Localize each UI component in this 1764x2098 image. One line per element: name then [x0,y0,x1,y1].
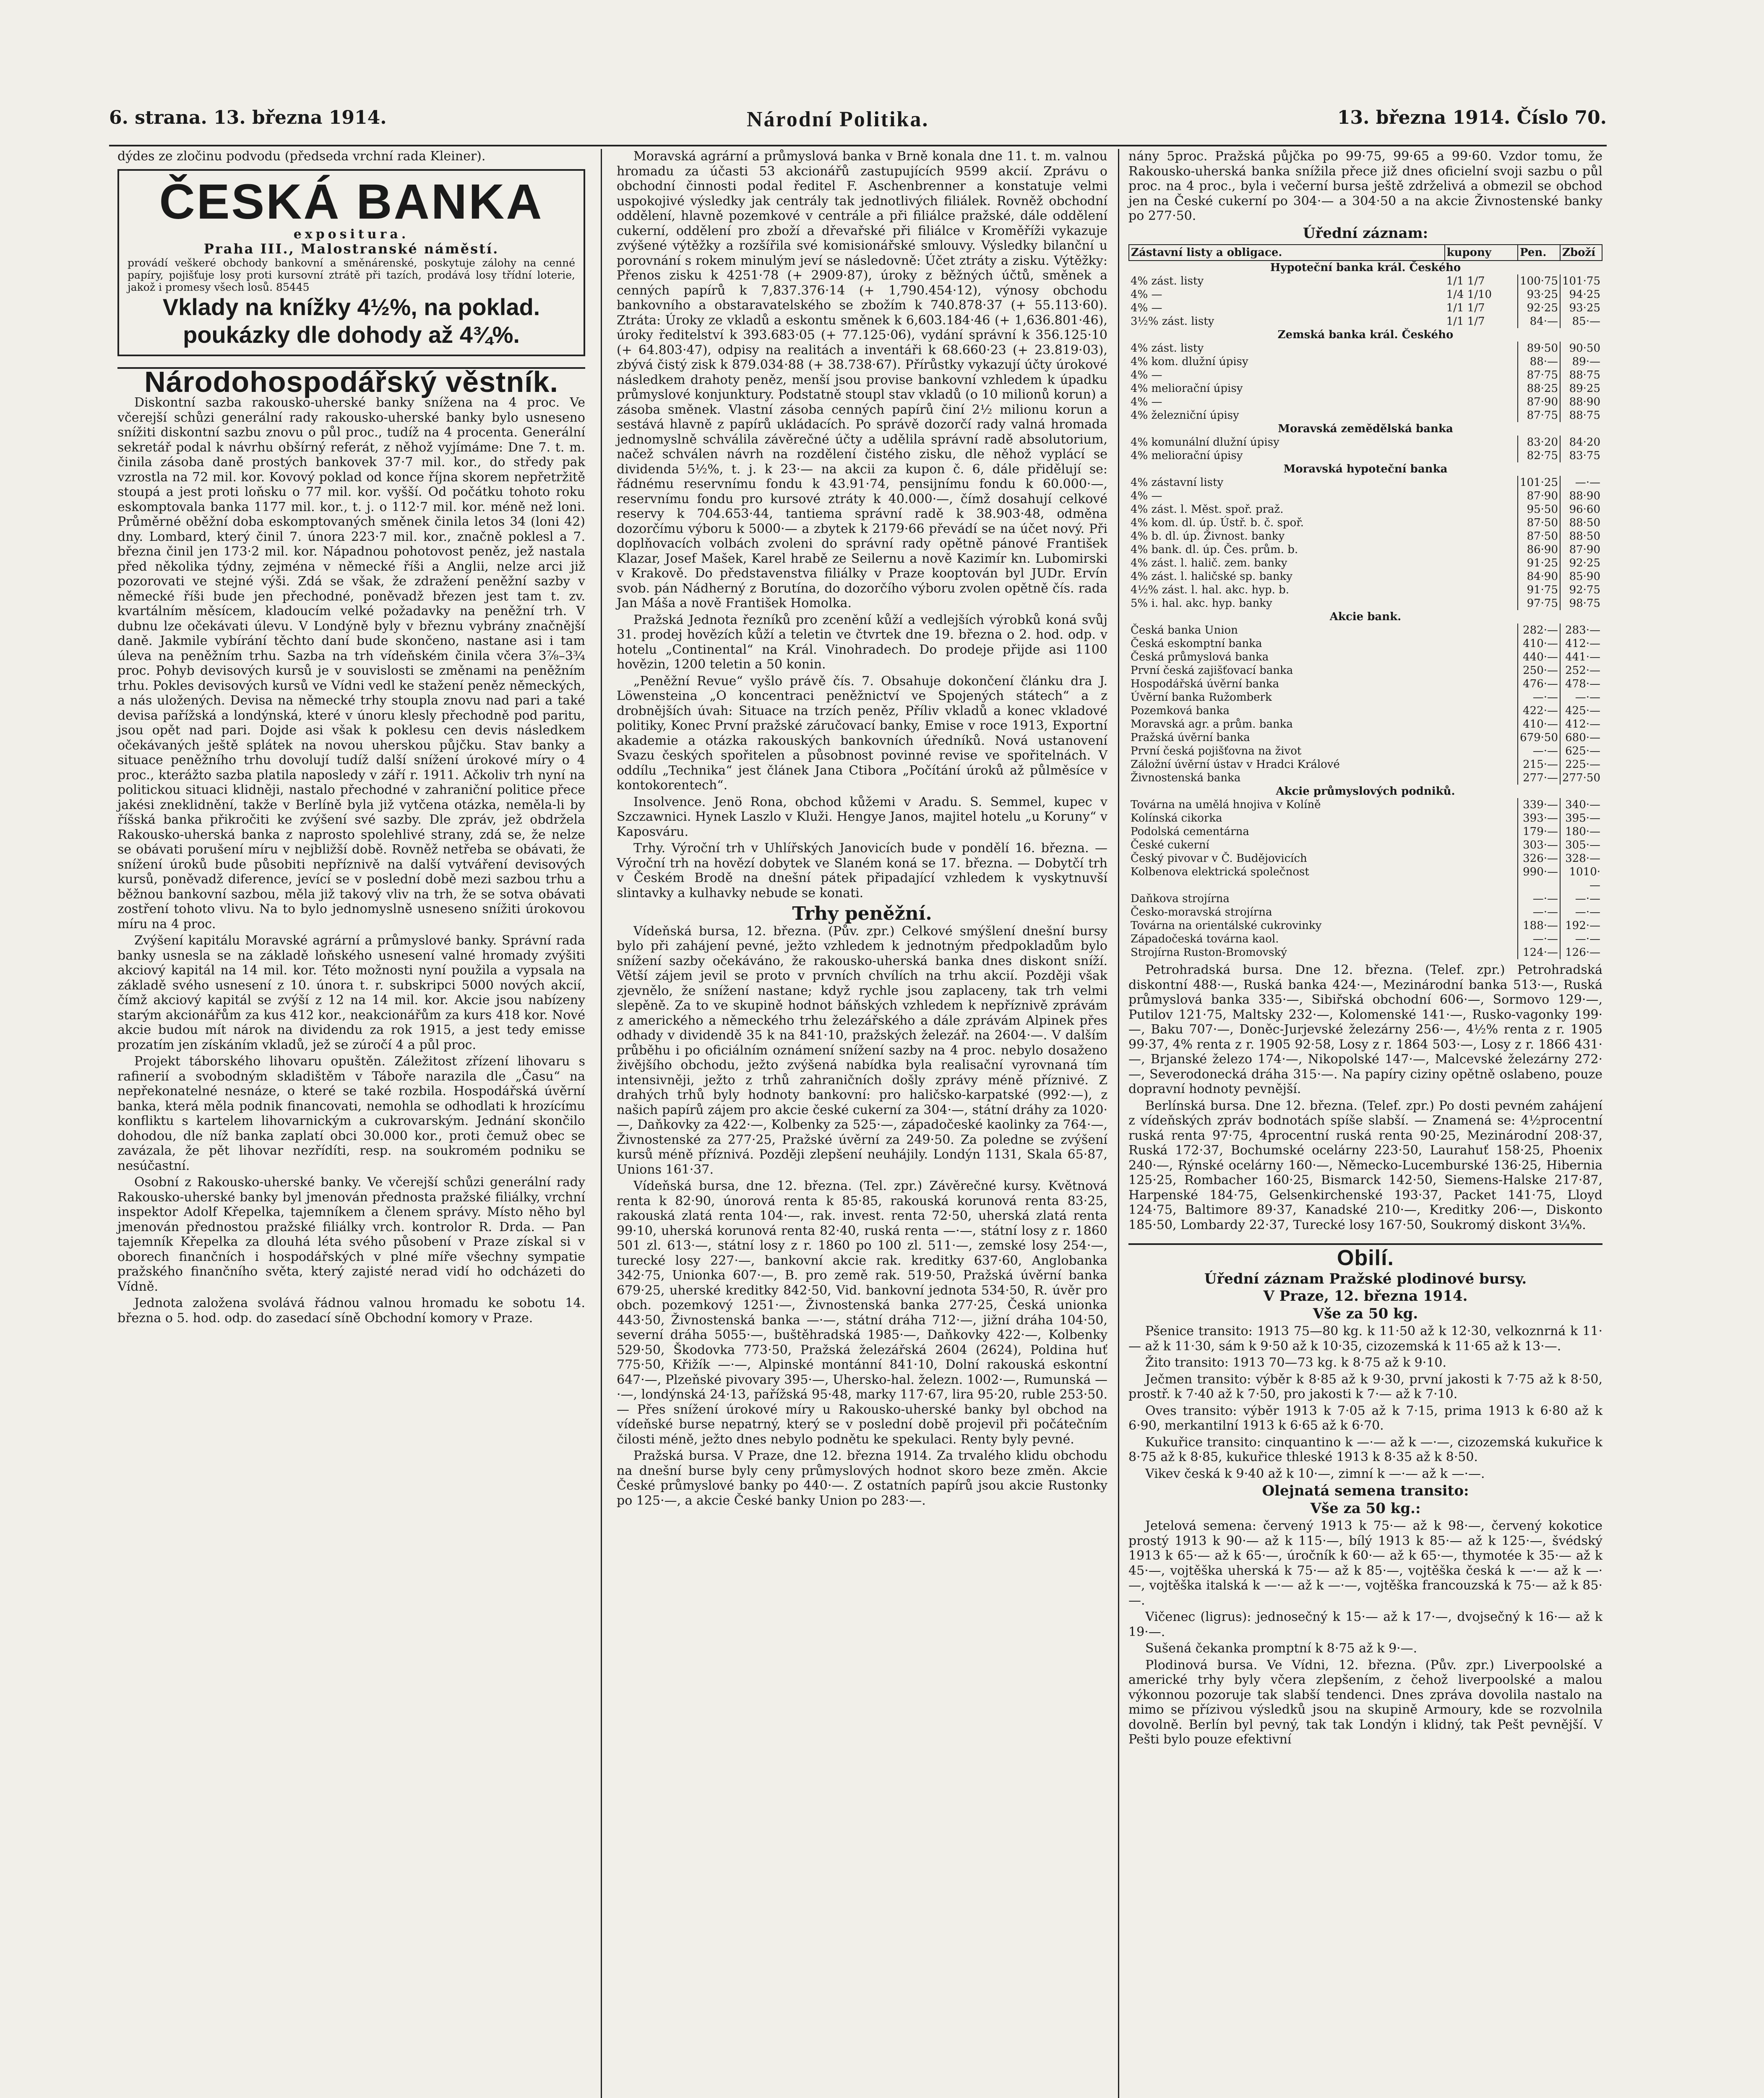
table-cell: 4% — [1131,490,1162,502]
table-cell: 625·— [1560,744,1602,758]
table-cell: 101·25 [1518,476,1560,489]
table-cell: Česko-moravská strojírna [1131,906,1272,919]
table-row [1129,583,1602,597]
table-cell: 89·25 [1560,382,1602,395]
table-cell: 124·— [1518,946,1560,959]
column-divider-2 [1118,149,1119,2098]
table-cell: Záložní úvěrní ústav v Hradci Králové [1131,758,1340,771]
article-insolvency: Insolvence. Jenö Rona, obchod kůžemi v Aradu. S. Semmel, kupec v Szczawnici. Hynek Laszlo v Kluži. Hengye Janos, majitel hotelu „u Koruny“ v Kaposváru. [617,794,1107,839]
table-cell: Česká banka Union [1131,624,1238,637]
table-cell [1445,543,1518,556]
table-cell: —·— [1518,905,1560,919]
table-cell: 4% komunální dlužní úpisy [1131,436,1279,449]
table-cell [1445,704,1518,718]
table-cell: 98·75 [1560,597,1602,610]
table-cell: 3½% zást. listy [1131,315,1214,328]
table-row [1129,261,1602,274]
table-cell: 95·50 [1518,503,1560,516]
table-cell: 83·20 [1518,436,1560,449]
table-cell: 180·— [1560,825,1602,838]
grain-heading: Obilí. [1128,1243,1602,1266]
article-discount-rate: Diskontní sazba rakousko-uherské banky snížena na 4 proc. Ve včerejší schůzi generální rady rakousko-uherské banky bylo usneseno snížiti diskontní sazbu znovu o půl proc., tudíž na 4 procenta. Generální sekretář podal k návrhu obšírný referát, z něhož vyjímáme: Dne 7. t. m. činila zásoba daně prostých bankovek 37·7 mil. kor., do středy pak vzrostla na 72 mil. kor. Kovový poklad od konce října skorem nepřetržitě stoupá a jest proti loňsku o 77 mil. kor. vyšší. Od počátku tohoto roku eskomptovala banka 1177 mil. kor., t. j. o 112·7 mil. kor. méně než loni. Průměrné oběžní doba eskomptovaných směnek činila letos 34 (loni 42) dny. Lombard, který činil 7. února 223·7 mil. kor., značně poklesl a 7. března činil jen 173·2 mil. kor. Nápadnou pohotovost peněz, jež nastala před několika týdny, zejména v německé říši a Anglii, nelze arci již pozorovati ve stejné výši. Zdá se však, že zdražení peněžní sazby v německé říši bude jen přechodné, poněvadž březen jest tam t. zv. kvartálním měsícem, kladoucím velké požadavky na peněžní trh. V dubnu lze očekávati úlevu. V Londýně byly v březnu vybrány značnější daně. Jakmile vybírání těchto daní bude skončeno, nastane asi i tam úleva na peněžním trhu. Sazba na trh vídeňském činila včera 3⅞–3¾ proc. Pohyb devisových kursů je v souvislosti se změnami na peněžním trhu. Pokles devisových kursů ve Vídni vedl ke stažení peněz německých, a nás uložených. Devisa na německé trhy stoupla znovu nad pari a také devisa pařížská a londýnská, které v únoru klesly přechodně pod paritu, jsou opět nad pari. Dojde asi však k poklesu cen devis následkem očekávaných ještě splátek na novou uherskou půjčku. Stav banky a situace peněžního trhu dovolují tudíž další snížení úrokové míry o 4 proc., kterážto sazba platila naposledy v září r. 1911. Ačkoliv trh nyní na politickou situaci klidněji, nastalo přechodné v zahraniční politice přece jakési zneklidnění, takže v Berlíně byla již vytčena otázka, neměla-li by říšská banka přikročiti ke zvýšení své sazby. Dle zpráv, jež obdržela Rakousko-uherská banka z naprosto spolehlivé strany, zdá se, že nelze se obávati porušení míru v nejbližší době. Rovněž netřeba se obávati, že snížení úroků bude působiti nepříznivě na další vytváření devisových kursů, poněvadž diference, jevící se v poslední době mezi sazbou trhu a běžnou bankovní sazbou, měla již takový vliv na trh, že se sotva obávati zostření tohoto vlivu. Na to bylo jednomyslně usneseno snížiti úrokovou míru na 4 proc. [117,395,585,932]
table-cell: 92·25 [1518,301,1560,315]
table-cell: Hospodářská úvěrní banka [1131,678,1279,690]
table-cell [1445,946,1518,959]
table-cell: 188·— [1518,919,1560,932]
grain-sub-3: Vše za 50 kg. [1313,1305,1418,1322]
table-cell: 283·— [1560,624,1602,637]
table-cell: Český pivovar v Č. Budějovicích [1131,852,1307,865]
table-cell: 225·— [1560,758,1602,771]
table-cell [1445,825,1518,838]
table-cell: 340·— [1560,798,1602,812]
clover-seeds: Jetelová semena: červený 1913 k 75·— až k 98·—, červený kokotice prostý 1913 k 90·— až k 115·—, bílý 1913 k 85·— až k 125·—, švédský 1913 k 65·— až k 65·—, úročník k 60·— až k 65·—, thymotée k 35·— až k 45·—, vojtěška uherská k 75·— až k 85·—, vojtěška česká k —·— až k —·—, vojtěška italská k —·— až k —·—, vojtěška francouzská k 75·— až k 85·—. [1128,1519,1602,1608]
column-3 [1128,149,1602,1749]
table-cell: Akcie průmyslových podniků. [1276,785,1455,798]
article-vienna-produce: Plodinová bursa. Ve Vídni, 12. března. (Pův. zpr.) Liverpoolské a americké trhy byly včera zlepšením, z čehož liverpoolské a malou výkonnou pozoruje tak slabší tendenci. Dnes zpráva dovolila nastalo na mimo se přízivou výsledků jsou na skupině Armoury, kde se rozvolnila dovolně. Berlín byl pevný, tak tak Londýn i klidný, tak Pešt pevnější. V Pešti bylo pouze efektivní [1128,1657,1602,1747]
article-vienna-exchange: Vídeňská bursa, 12. března. (Pův. zpr.) Celkové smýšlení dnešní bursy bylo při zahájení pevné, ježto vzhledem k jednotným předpokladům bylo snížení sazby očekáváno, že rakousko-uherská banka dnes diskont sníží. Větší zájem jevil se proto v prvních chvílích na trhu akcií. Později však zjevnělo, že snížení nastane; když rychle jsou zaplaceny, tak trh velmi slepěně. Za to ve skupině hodnot báňských vzhledem k nepříznivě zprávám z amerického a německého trhu železářského a dále zprávám Alpinek přes odhady v dividendě 35 k na 841·10, pražských železář. na 2604·—. V dalším průběhu i po oficiálním oznámení snížení sazby na 4 proc. nebylo dosaženo živějšího obchodu, ježto zvýšená nabídka byla realisační vyrovnaná tím intensivněji, ježto z trhů zahraničních došly zprávy méně příznivé. Z drahých trhů byly hodnoty bankovní: pro haličsko-karpatské (992·—), z našich papírů zájem pro akcie české cukerní za 304·—, státní dráhy za 1020·—, Daňkovky za 422·—, Kolbenky za 525·—, západočeské kaolinky za 764·—, Živnostenské za 277·25, Pražské úvěrní za 249·50. Za poledne se zvýšení kursů méně příznivá. Později zlepšení neuhájily. Londýn 1131, Skala 65·87, Unions 161·37. [617,924,1107,1177]
article-markets: Trhy. Výroční trh v Uhlířských Janovicích bude v pondělí 16. března. — Výroční trh na hovězí dobytek ve Slaném koná se 17. března. — Dobytčí trh v Českém Brodě na dnešní pátek připadající vzhledem k vyskytnuvší slintavky a kulhavky nebude se konati. [617,841,1107,900]
table-row [1129,543,1602,556]
table-cell: 88·75 [1560,409,1602,422]
grain-barley: Ječmen transito: výběr k 8·85 až k 9·30, první jakosti k 7·75 až k 8·50, prostř. k 7·40 až k 7·50, pro jakosti k 7·— až k 7·10. [1128,1372,1602,1401]
ad-title: ČESKÁ BANKA [159,174,544,230]
table-cell: 425·— [1560,704,1602,718]
table-row [1129,798,1602,812]
newspaper-title: Národní Politika. [747,107,929,131]
ad-body: provádí veškeré obchody bankovní a směnárenské, poskytuje zálohy na cenné papíry, pojišťuje losy proti kursovní ztrátě při tazích, prodává losy třídní loterie, jakož i promesy všech losů. 85445 [128,256,575,293]
table-cell: 1/4 1/10 [1446,288,1492,301]
table-cell: 4% zást. l. halič. zem. banky [1131,557,1287,569]
table-cell: 5% i. hal. akc. hyp. banky [1131,597,1272,610]
table-row [1129,892,1602,905]
table-cell [1445,664,1518,677]
table-cell [1445,812,1518,825]
ad-voucher-line: poukázky dle dohody až 4¾%. [183,321,520,348]
table-cell: 393·— [1518,812,1560,825]
table-row [1129,852,1602,865]
grain-wheat: Pšenice transito: 1913 75—80 kg. k 11·50 až k 12·30, velkoznrná k 11·— až k 11·30, sám k 9·50 až k 10·35, cizozemská k 11·65 až k 13·—. [1128,1324,1602,1354]
table-cell: —·— [1560,892,1602,905]
grain-oats: Oves transito: výběr 1913 k 7·05 až k 7·15, prima 1913 k 6·80 až k 6·90, merkantilní 1913 k 6·65 až k 6·70. [1128,1403,1602,1433]
table-cell: 303·— [1518,838,1560,852]
table-cell: 88·50 [1560,516,1602,530]
table-row [1129,368,1602,382]
table-cell [1445,436,1518,449]
table-cell: 91·75 [1518,583,1560,597]
table-cell [1445,852,1518,865]
table-row [1129,597,1602,610]
table-cell: Živnostenská banka [1131,772,1241,784]
table-cell: 91·25 [1518,556,1560,570]
table-cell: 179·— [1518,825,1560,838]
article-tabor-distillery: Projekt táborského lihovaru opuštěn. Záležitost zřízení lihovaru s rafinerií a svobodným skladištěm v Táboře narazila dle „Času“ na nepřekonatelné nesnáze, o které se také rozbila. Hospodářská úvěrní banka, která měla podnik financovati, nemohla se odhodlati k hrozícímu konfliktu s kartelem lihovarnickým a cukrovarským. Jednání skončilo dohodou, dle níž banka zaplatí obci 30.000 kor., proti čemuž obec se zavázala, že pět lihovar nezřídíti, resp. na soukromém podniku se nesúčastní. [117,1054,585,1173]
table-row [1129,825,1602,838]
table-row [1129,637,1602,650]
table-cell: 4% — [1131,396,1162,408]
header-left: 6. strana. 13. března 1914. [109,107,387,128]
table-row [1129,530,1602,543]
table-row [1129,718,1602,731]
table-cell [1445,892,1518,905]
table-cell: 88·75 [1560,368,1602,382]
vetch-seeds: Vičenec (ligrus): jednosečný k 15·— až k 17·—, dvojsečný k 16·— až k 19·—. [1128,1610,1602,1639]
table-cell: —·— [1518,691,1560,704]
column-2 [617,149,1107,1510]
ad-address: Praha III., Malostranské náměstí. [203,241,499,257]
table-cell: Moravská zemědělská banka [1278,423,1453,435]
table-row [1129,919,1602,932]
table-cell: 4% meliorační úpisy [1131,382,1243,395]
table-row [1129,691,1602,704]
article-moravian-bank: Moravská agrární a průmyslová banka v Brně konala dne 11. t. m. valnou hromadu za účasti 53 akcionářů zastupujících 9599 akcií. Zprávu o obchodní činnosti podal ředitel F. Aschenbrenner a konstatuje velmi uspokojivé výsledky jak centrály tak jednotlivých filiálek. Rovněž obchodní oddělení, hlavně pozemkové v centrále a při filiálce pražské, dále oddělení cukerní, oddělení pro zboží a dřevařské při filiálce v Kroměříži vykazuje zvýšené výtěžky a rozšířila své komisionářské smlouvy. Výsledky bilanční u porovnání s rokem minulým jeví se následovně: Účet ztráty a zisku. Výtěžky: Přenos zisku k 4251·78 (+ 2909·87), úroky z běžných účtů, směnek a cenných papírů k 7,837.376·14 (+ 1,790.454·12), výnosy obchodu bankovního a obstaravatelského se zbožím k 740.878·37 (+ 55.113·60). Ztráta: Úroky ze vkladů a eskontu směnek k 6,603.184·46 (+ 1,636.801·46), úroky ředitelství k 393.683·05 (+ 77.125·06), vydání správní k 356.125·10 (+ 64.803·47), odpisy na realitách a inventáři k 68.660·23 (+ 23.819·03), zbývá čistý zisk k 879.034·88 (+ 38.738·67). Přírůstky vykazují účty úrokové následkem drahoty peněz, menší jsou provise bankovní vzhledem k úpadku průmyslové konjunktury. Podstatně stoupl stav vkladů (o 10 milionů korun) a zásoba směnek. Vlastní zásoba cenných papírů činí 2½ milionu korun a sestává hlavně z papírů ukládacích. Po správě dozorčí rady valná hromada jednomyslně schválila závěrečné účty a udělila správní radě absolutorium, načež schválen návrh na rozdělení čistého zisku, dle něhož vyplácí se dividenda 5½%, t. j. k 23·— na akcii za kupon č. 6, dále přidělují se: řádnému reservnímu fondu k 43.91·74, pensijnímu fondu k 60.000·—, reservnímu fondu pro kursové ztráty k 40.000·—, čímž dosahují celkové reservy k 704.653·44, tantiema správní radě k 38.903·48, odměna dozorčímu výboru k 5000·— a zbytek k 2179·66 převádí se na účet nový. Při doplňovacích volbách zvoleni do správní rady opětně pánové František Klazar, Josef Mašek, Karel hrabě ze Seilernu a nově Kazimír kn. Lubomirski v Krakově. Do představenstva filiálky v Praze kooptován byl JUDr. Ervín svob. pán Nádherný z Borutína, do dozorčího výboru zvolen opětně čís. rada Jan Máša a nově František Homolka. [617,149,1107,611]
table-cell: 88·— [1518,355,1560,368]
table-cell [1445,382,1518,395]
table-row [1129,516,1602,530]
table-row [1129,610,1602,624]
table-cell: 4% — [1131,369,1162,381]
table-cell: 86·90 [1518,543,1560,556]
table-cell: 92·75 [1560,583,1602,597]
table-cell: 87·50 [1518,516,1560,530]
table-row [1129,624,1602,637]
table-row [1129,905,1602,919]
table-cell: 87·75 [1518,409,1560,422]
table-cell: 88·90 [1560,395,1602,409]
table-cell [1445,583,1518,597]
table-cell: —·— [1560,905,1602,919]
table-row [1129,865,1602,892]
table-cell: 85·90 [1560,570,1602,583]
table-cell: 96·60 [1560,503,1602,516]
table-cell [1445,597,1518,610]
table-cell [1445,342,1518,355]
table-cell: Zemská banka král. Českého [1277,329,1454,341]
quote-table [1128,244,1602,959]
intro-text: dýdes ze zločinu podvodu (předseda vrchní rada Kleiner). [117,149,486,164]
table-cell: 1/1 1/7 [1446,275,1485,287]
article-berlin-exchange: Berlínská bursa. Dne 12. března. (Telef. zpr.) Po dosti pevném zahájení z vídeňských zpráv bodnotách spíše slabší. — Znamená se: 4½procentní ruská renta 97·75, 4procentní ruská renta 90·25, Mezinárodní 208·37, Ruská 172·37, Bochumské ocelárny 223·50, Laurahuť 158·25, Phoenix 240·—, Rýnské ocelárny 160·—, Německo-Lucemburské 136·25, Hibernia 125·25, Rombacher 160·25, Bismarck 142·50, Siemens-Halske 217·87, Harpenské 184·75, Gelsenkirchenské 193·37, Packet 141·75, Lloyd 124·75, Baltimore 89·37, Kanadské 210·—, Kreditky 206·—, Diskonto 185·50, Lombardy 22·37, Turecké losy 167·50, Soukromý diskont 3¼%. [1128,1098,1602,1232]
table-cell: 395·— [1560,812,1602,825]
table-cell: 4% zást. listy [1131,275,1204,287]
table-cell: 101·75 [1560,274,1602,288]
table-cell: 84·— [1518,315,1560,328]
table-cell: 94·25 [1560,288,1602,301]
table-cell: 88·50 [1560,530,1602,543]
table-row [1129,382,1602,395]
table-row [1129,328,1602,342]
table-cell: 87·75 [1518,368,1560,382]
header-right: 13. března 1914. Číslo 70. [1337,107,1607,128]
quote-table-body [1129,261,1602,959]
table-cell: 87·90 [1518,395,1560,409]
article-butchers-union: Pražská Jednota řezníků pro zcenění kůží a vedlejších výrobků koná svůj 31. prodej hovězích kůží a teletin ve čtvrtek dne 19. března o 2. hod. odp. v hotelu „Continental“ na Král. Vinohradech. Do prodeje přijde asi 1100 hovězin, 1200 teletin a 50 konin. [617,612,1107,672]
money-markets-heading: Trhy peněžní. [792,903,932,924]
table-row [1129,771,1602,785]
table-cell: —·— [1560,932,1602,946]
table-row [1129,462,1602,476]
table-cell: 87·90 [1518,489,1560,503]
table-row [1129,650,1602,664]
table-cell: 93·25 [1518,288,1560,301]
table-cell: 4½% zást. l. hal. akc. hyp. b. [1131,584,1290,596]
table-cell: 339·— [1518,798,1560,812]
table-cell: Daňkova strojírna [1131,892,1230,905]
table-row [1129,946,1602,959]
article-petrograd-exchange: Petrohradská bursa. Dne 12. března. (Telef. zpr.) Petrohradská diskontní 488·—, Ruská banka 424·—, Mezinárodní banka 513·—, Ruská průmyslová banka 335·—, Sibiřská obchodní 606·—, Sormovo 129·—, Putilov 121·75, Maltsky 232·—, Kolomenské 141·—, Rusko-vagonky 199·—, Baku 707·—, Doněc-Jurjevské železárny 256·—, 4½% renta z r. 1905 99·37, 4% renta z r. 1905 92·58, Losy z r. 1864 503·—, Losy z r. 1866 431·—, Brjanské železo 174·—, Nikopolské 147·—, Malcevské železárny 272·—, Severodonecká dráha 315·—. Na papíry ciziny opětně oslabeno, pouze dopravní hodnoty pevnější. [1128,963,1602,1096]
table-cell [1445,503,1518,516]
table-cell: 4% kom. dl. úp. Ústř. b. č. spoř. [1131,517,1304,529]
table-cell: 412·— [1560,718,1602,731]
article-prague-exchange: Pražská bursa. V Praze, dne 12. března 1914. Za trvalého klidu obchodu na dnešní burse byly ceny průmyslových hodnot skoro beze změn. Akcie České průmyslové banky po 440·—. Z ostatních papírů jsou akcie Rustonky po 125·—, a akcie České banky Union po 283·—. [617,1448,1107,1508]
table-cell [1445,624,1518,637]
table-cell: 83·75 [1560,449,1602,462]
table-cell: 87·50 [1518,530,1560,543]
table-cell: —·— [1518,744,1560,758]
article-capital-increase: Zvýšení kapitálu Moravské agrární a průmyslové banky. Správní rada banky usnesla se na základě loňského usnesení valné hromady zvýšiti akciový kapitál na 14 mil. kor. Této možnosti nyní použila a vypsala na základě svého usnesení z 10. února t. r. subskripci 5000 nových akcií, čímž akciový kapitál se zvýší z 12 na 14 mil. kor. Akcie jsou nabízeny starým akcionářům za kus 412 kor., neakcionářům za kurs 418 kor. Nové akcie budou mít nárok na dividendu za rok 1915, a jest tedy emisse prozatím jen získáním vkladů, jež se zúročí 4 a půl proc. [117,933,585,1052]
table-row [1129,436,1602,449]
table-cell: 679·50 [1518,731,1560,744]
section-title: Národohospodářský věstník. [117,367,585,390]
table-row [1129,355,1602,368]
table-row [1129,731,1602,744]
table-cell [1445,395,1518,409]
table-row [1129,395,1602,409]
table-cell: 84·90 [1518,570,1560,583]
table-cell: 1010·— [1560,865,1602,892]
table-cell: 4% zást. l. haličské sp. banky [1131,570,1292,583]
table-cell [1445,905,1518,919]
table-cell [1445,771,1518,785]
article-vienna-closing: Vídeňská bursa, dne 12. března. (Tel. zpr.) Závěrečné kursy. Květnová renta k 82·90, únorová renta k 85·85, rakouská korunová renta 83·25, rakouská zlatá renta 104·—, rak. invest. renta 72·50, uherská zlatá renta 99·10, uherská korunová renta 82·40, ruská renta —·—, státní losy z r. 1860 501 zl. 613·—, státní losy z r. 1860 po 100 zl. 511·—, zemské losy 254·—, turecké losy 227·—, bankovní akcie rak. kreditky 637·60, Anglobanka 342·75, Unionka 607·—, B. pro země rak. 519·50, Pražská úvěrní banka 679·25, uherské kreditky 842·50, Vid. bankovní jednota 534·50, R. úvěr pro obch. pozemkový 1251·—, Živnostenská banka 277·25, Česká unionka 443·50, Živnostenská banka —·—, státní dráha 712·—, jižní dráha 104·50, severní dráha 5055·—, buštěhradská 1985·—, Daňkovky 422·—, Kolbenky 529·50, Škodovka 773·50, Pražská železářská 2604 (2624), Poldina huť 775·50, Křižík —·—, Alpinské montánní 841·10, Dolní rakouská eskontní 647·—, Plzeňské pivovary 395·—, Uhersko-hal. železn. 1002·—, Rumunská —·—, londýnská 24·13, pařížská 95·48, marky 117·67, lira 95·20, ruble 253·50. — Přes snížení úrokové míry u Rakousko-uherské banky byl obchod na vídeňské burse nepatrný, který se v poslední době projevil při počátečním čilosti méně, ježto dnes nebylo podnětu ke spekulaci. Renty byly pevné. [617,1179,1107,1447]
table-row [1129,301,1602,315]
table-cell [1445,744,1518,758]
table-cell: 410·— [1518,718,1560,731]
table-cell: 282·— [1518,624,1560,637]
table-cell: —·— [1560,476,1602,489]
table-cell: Česká průmyslová banka [1131,651,1269,663]
table-cell: Pozemková banka [1131,705,1230,717]
header-rule [109,145,1607,146]
table-cell: 328·— [1560,852,1602,865]
table-row [1129,342,1602,355]
table-row [1129,449,1602,462]
table-row [1129,476,1602,489]
table-cell [1445,731,1518,744]
article-bank-personnel: Osobní z Rakousko-uherské banky. Ve včerejší schůzi generální rady Rakousko-uherské banky byl jmenován přednosta pražské filiálky, vrchní inspektor Adolf Křepelka, tajemníkem a členem správy. Místo něho byl jmenován přednostou pražské filiálky vrch. kontrolor R. Drda. — Pan tajemník Křepelka za dlouhá léta svého působení v Praze získal si v oborech finančních i hospodářských v plné míře všechny sympatie pražského finančního světa, který zajisté nerad vidí ho odcházeti do Vídně. [117,1175,585,1294]
table-cell: 440·— [1518,650,1560,664]
table-cell: 126·— [1560,946,1602,959]
table-cell: 92·25 [1560,556,1602,570]
table-cell: 82·75 [1518,449,1560,462]
table-cell: 89·50 [1518,342,1560,355]
table-cell: 412·— [1560,637,1602,650]
table-cell: První česká pojišťovna na život [1131,745,1302,757]
table-cell: 1/1 1/7 [1446,315,1485,328]
table-cell: Moravská hypoteční banka [1283,463,1448,475]
table-cell [1445,556,1518,570]
listing-title: Úřední záznam: [1303,224,1428,242]
table-row [1129,422,1602,436]
table-cell: 87·90 [1560,543,1602,556]
table-cell [1445,865,1518,892]
table-cell: 215·— [1518,758,1560,771]
table-cell [1445,650,1518,664]
table-cell: Akcie bank. [1329,611,1402,623]
table-cell [1445,449,1518,462]
table-cell: 97·75 [1518,597,1560,610]
table-row [1129,288,1602,301]
table-cell [1445,476,1518,489]
oilseed-heading: Olejnatá semena transito: [1262,1482,1469,1499]
table-cell [1445,932,1518,946]
table-cell [1445,677,1518,691]
table-cell: —·— [1560,691,1602,704]
grain-sub-2: V Praze, 12. března 1914. [1263,1288,1468,1305]
table-cell [1445,637,1518,650]
table-cell [1445,355,1518,368]
table-cell: Česká eskomptní banka [1131,637,1262,650]
table-header-cell: Pen. [1518,245,1560,261]
table-cell: Továrna na orientálské cukrovinky [1131,919,1322,932]
chicory: Sušená čekanka promptní k 8·75 až k 9·—. [1145,1641,1417,1656]
table-header-cell: Zástavní listy a obligace. [1129,245,1445,261]
table-row [1129,758,1602,771]
table-cell: 89·— [1560,355,1602,368]
table-cell: 250·— [1518,664,1560,677]
table-cell: 85·— [1560,315,1602,328]
table-cell: 4% železniční úpisy [1131,409,1239,422]
table-cell: 4% — [1131,288,1162,301]
table-cell: 441·— [1560,650,1602,664]
table-cell: První česká zajišťovací banka [1131,664,1293,677]
table-cell: Strojírna Ruston-Bromovský [1131,946,1287,959]
table-cell: 478·— [1560,677,1602,691]
grain-sub-1: Úřední záznam Pražské plodinové bursy. [1204,1270,1527,1287]
table-cell: 990·— [1518,865,1560,892]
table-row [1129,274,1602,288]
table-cell: České cukerní [1131,839,1209,851]
table-cell [1445,919,1518,932]
table-row [1129,704,1602,718]
table-cell: 100·75 [1518,274,1560,288]
table-row [1129,932,1602,946]
grain-vetch: Vikev česká k 9·40 až k 10·—, zimní k —·— až k —·—. [1145,1466,1485,1481]
table-row [1129,812,1602,825]
table-cell: 305·— [1560,838,1602,852]
table-cell [1445,758,1518,771]
table-row [1129,838,1602,852]
page-header [109,107,1607,145]
table-cell: 90·50 [1560,342,1602,355]
table-cell: 192·— [1560,919,1602,932]
table-row [1129,556,1602,570]
table-cell: 4% zástavní listy [1131,476,1224,489]
article-association: Jednota založena svolává řádnou valnou hromadu ke sobotu 14. března o 5. hod. odp. do zasedací síně Obchodní komory v Praze. [117,1296,585,1326]
table-cell: 4% meliorační úpisy [1131,449,1243,462]
table-row [1129,489,1602,503]
table-cell: 93·25 [1560,301,1602,315]
table-cell: 4% kom. dlužní úpisy [1131,355,1248,368]
table-cell: —·— [1518,892,1560,905]
table-row [1129,677,1602,691]
table-cell: Moravská agr. a prům. banka [1131,718,1293,731]
table-cell: 4% zást. l. Měst. spoř. praž. [1131,503,1284,516]
oilseed-sub: Vše za 50 kg.: [1310,1500,1421,1517]
table-cell: 476·— [1518,677,1560,691]
table-cell [1445,530,1518,543]
table-row [1129,315,1602,328]
table-cell: 88·90 [1560,489,1602,503]
table-header-cell: Zboží [1560,245,1602,261]
table-cell [1445,489,1518,503]
table-cell: 277·50 [1560,771,1602,785]
table-cell [1445,798,1518,812]
table-cell [1445,838,1518,852]
table-row [1129,785,1602,798]
table-row [1129,409,1602,422]
grain-rye: Žito transito: 1913 70—73 kg. k 8·75 až k 9·10. [1145,1355,1446,1370]
column-1 [117,149,585,1327]
table-row [1129,570,1602,583]
table-row [1129,503,1602,516]
table-cell [1445,516,1518,530]
article-financial-review: „Peněžní Revue“ vyšlo právě čís. 7. Obsahuje dokončení článku dra J. Löwensteina „O koncentraci peněžnictví ve Spojených státech“ a z drobnějších úvah: Situace na trzích peněz, Příliv vkladů a konec vkladové politiky, Konec První pražské záručovací banky, Emise v roce 1913, Exportní akademie a otázka rakouských bankovních úředníků. Nová ustanovení Svazu českých spořitelen a působnost povinné revise ve spořitelnách. V oddílu „Technika“ jest článek Jana Ctibora „Počítání úroků až půlměsíce v kontokorentech“. [617,673,1107,793]
table-cell [1445,368,1518,382]
table-cell: 1/1 1/7 [1446,302,1485,314]
table-cell: Hypoteční banka král. Českého [1270,261,1461,274]
table-cell: 4% — [1131,302,1162,314]
table-cell: 326·— [1518,852,1560,865]
table-cell: 4% zást. listy [1131,342,1204,355]
table-cell: Úvěrní banka Ružomberk [1131,691,1272,704]
ad-deposit-line: Vklady na knížky 4½%, na poklad. [162,293,540,320]
table-cell: Kolbenova elektrická společnost [1131,866,1309,878]
table-cell [1445,718,1518,731]
table-header-cell: kupony [1445,245,1518,261]
table-cell: 4% b. dl. úp. Živnost. banky [1131,530,1285,543]
table-cell [1445,570,1518,583]
table-row [1129,664,1602,677]
column-divider-1 [601,149,602,2098]
table-cell: 277·— [1518,771,1560,785]
table-cell: Továrna na umělá hnojiva v Kolíně [1131,798,1321,811]
table-cell: 252·— [1560,664,1602,677]
table-cell: 4% bank. dl. úp. Čes. prům. b. [1131,543,1298,556]
table-cell: 410·— [1518,637,1560,650]
table-cell: Podolská cementárna [1131,825,1249,838]
table-cell: 680·— [1560,731,1602,744]
table-cell: 422·— [1518,704,1560,718]
table-cell [1445,691,1518,704]
ad-subtitle: expositura. [293,227,409,242]
article-prague-cont: nány 5proc. Pražská půjčka po 99·75, 99·65 a 99·60. Vzdor tomu, že Rakousko-uherská banka snížila přece již dnes oficielní svoji sazbu o půl proc. na 4 proc., byla i večerní bursa ještě zdrželivá a obmezil se obchod jen na České cukerní po 304·— a 304·50 a na akcie Živnostenské banky po 277·50. [1128,149,1602,223]
table-cell: Pražská úvěrní banka [1131,731,1250,744]
table-cell: 88·25 [1518,382,1560,395]
table-cell: Západočeská továrna kaol. [1131,933,1279,945]
table-cell [1445,409,1518,422]
table-cell: —·— [1518,932,1560,946]
table-row [1129,744,1602,758]
grain-maize: Kukuřice transito: cinquantino k —·— až k —·—, cizozemská kukuřice k 8·75 až k 8·85, kukuřice thleské 1913 k 8·35 až k 8·50. [1128,1435,1602,1464]
table-cell: Kolínská cikorka [1131,812,1222,825]
table-cell: 84·20 [1560,436,1602,449]
ceska-banka-ad [117,169,585,356]
